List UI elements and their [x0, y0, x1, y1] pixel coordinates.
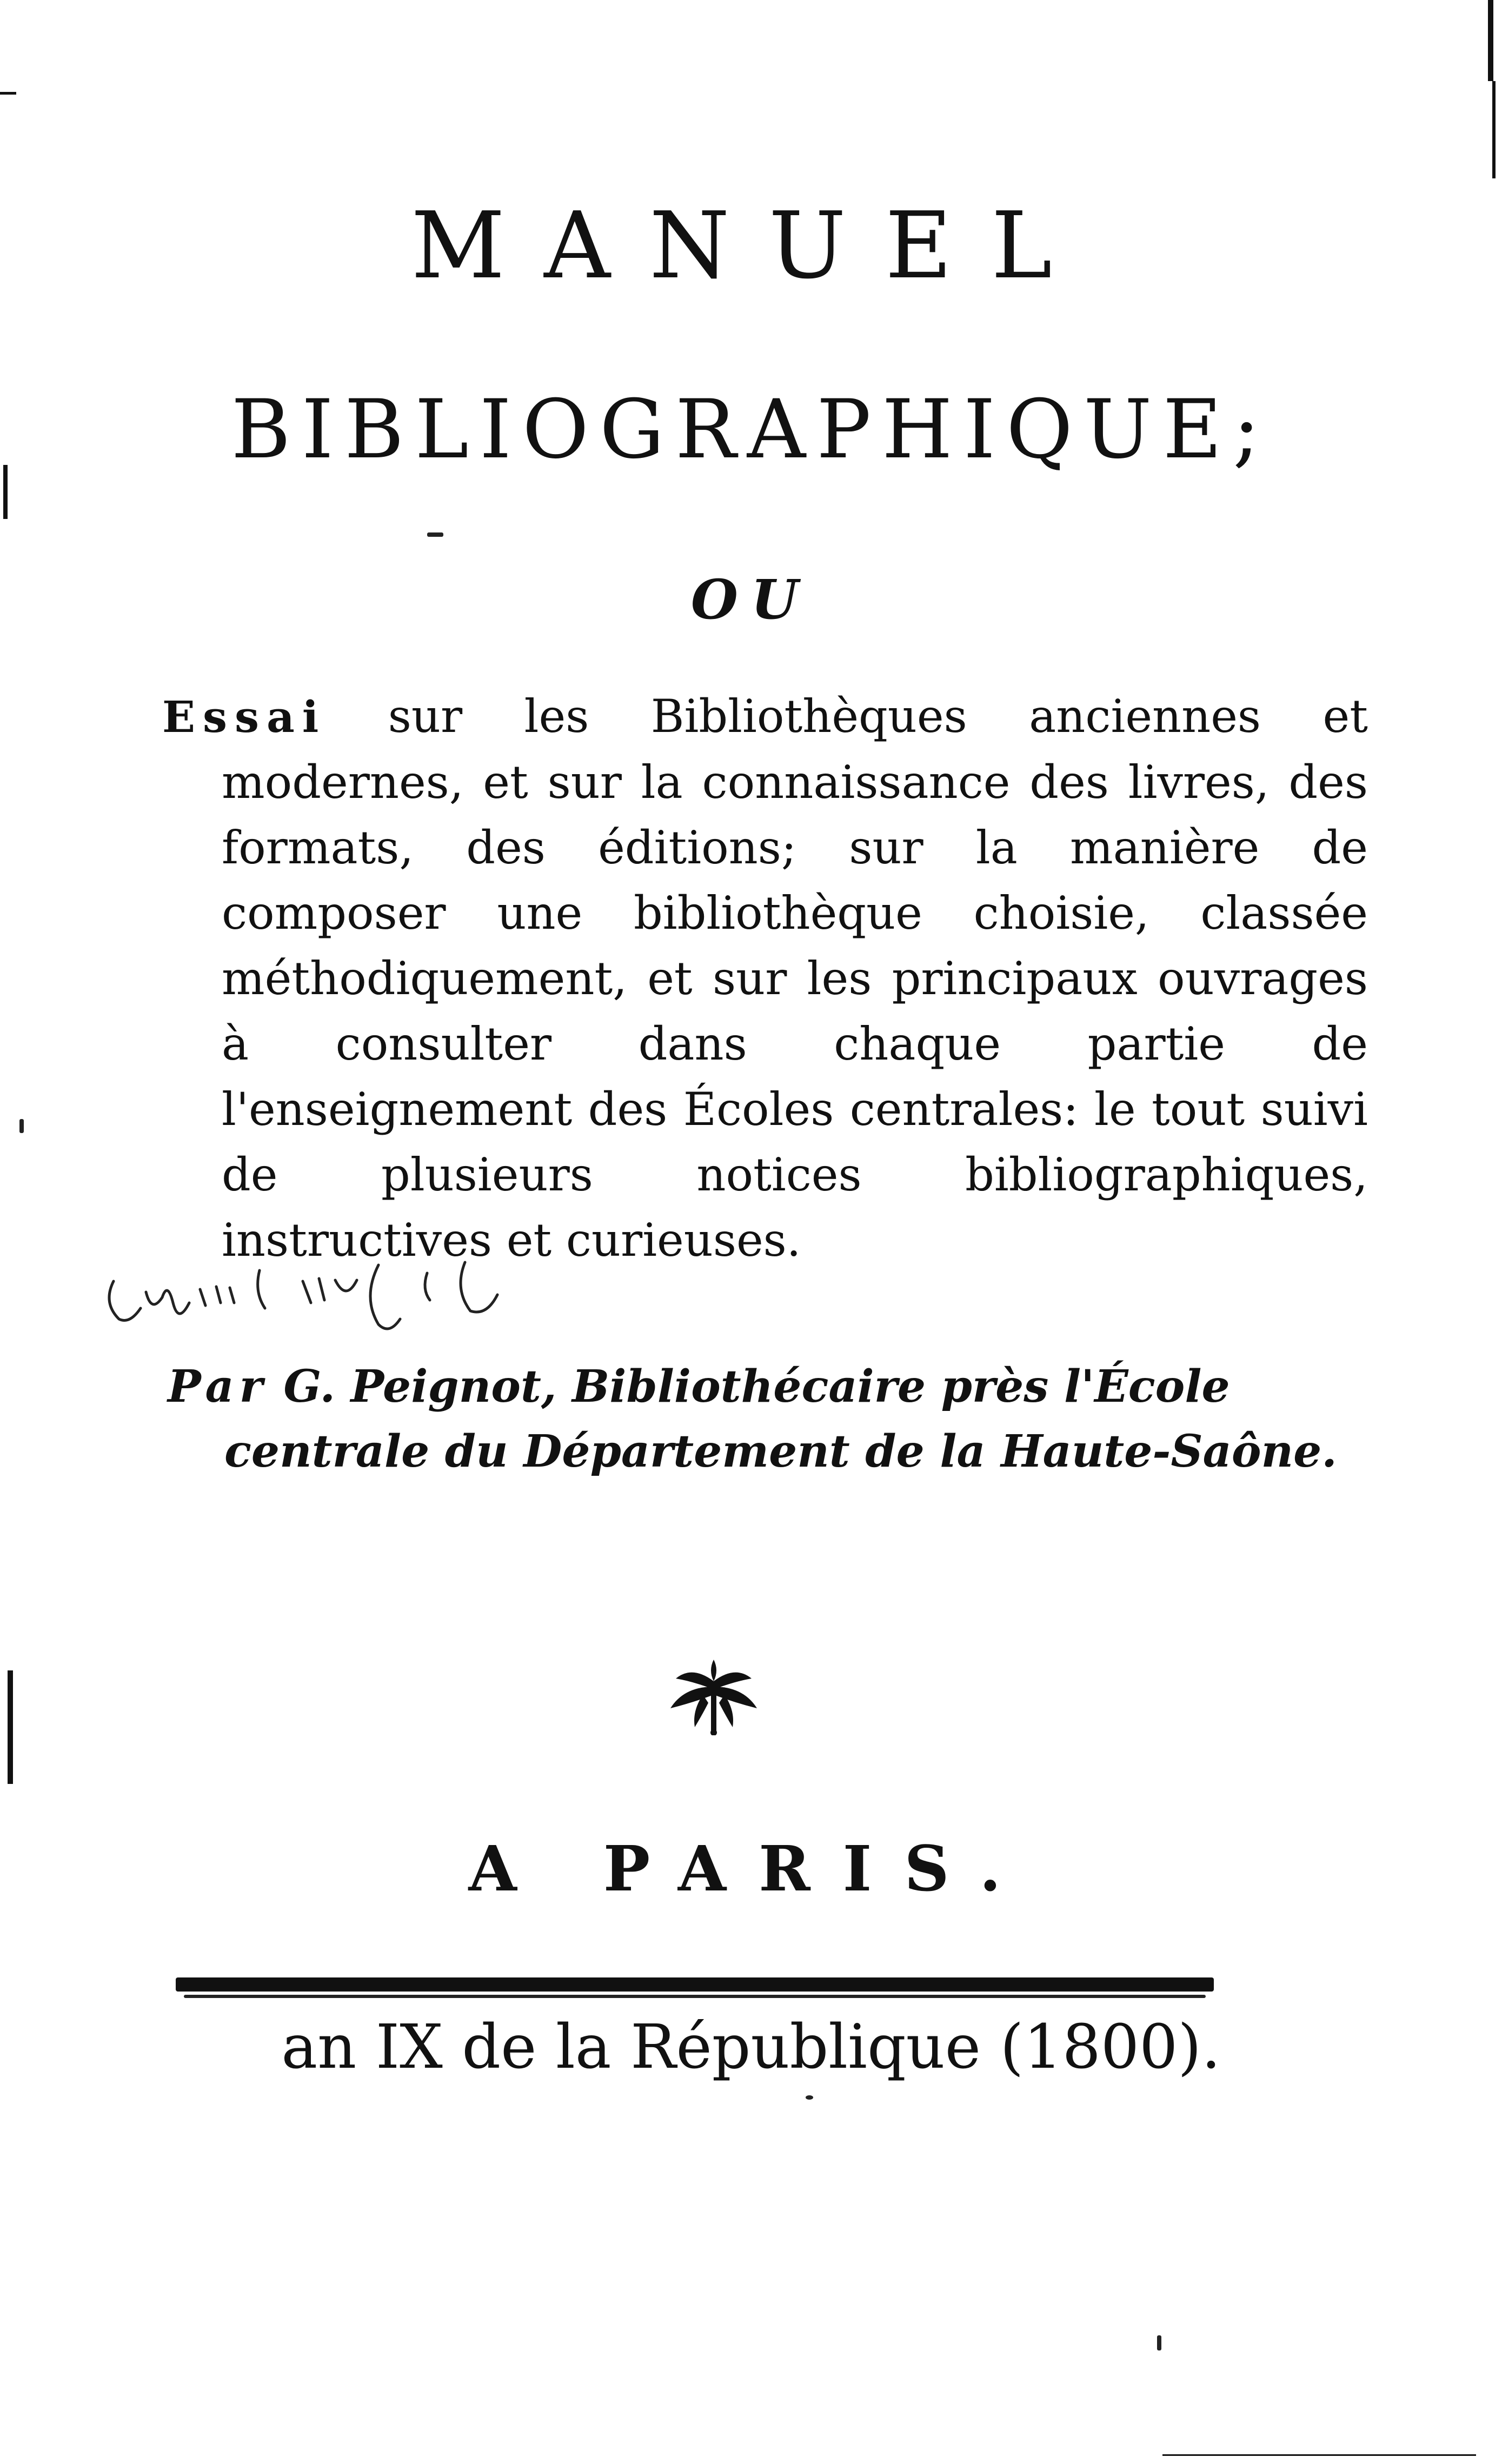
author-statement	[168, 1354, 1365, 1484]
scan-speck	[19, 1119, 24, 1133]
scan-speck	[427, 532, 443, 537]
author-role: Bibliothécaire près l'École centrale du Département de la Haute-Saône.	[224, 1361, 1337, 1477]
scan-edge-mark	[0, 92, 16, 95]
scan-speck	[806, 2095, 813, 2100]
imprint-place: A PARIS.	[468, 1833, 1034, 1906]
scan-edge-mark	[1162, 2454, 1476, 2456]
essay-lead: Essai	[162, 691, 327, 742]
scan-edge-mark	[1492, 81, 1496, 178]
title-line-1: MANUEL	[411, 192, 1091, 299]
essay-body: sur les Bibliothèques anciennes et modernes, et sur la connaissance des livres, des formats, des éditions; sur la manière de composer une bibliothèque choisie, classée méthodiquement, et sur les principaux ouvrages à consulter dans chaque partie de l'enseignement des Écoles centrales: le tout suivi de plusieurs notices bibliographiques, instructives et curieuses.	[222, 690, 1368, 1267]
subtitle-essay	[162, 684, 1368, 1273]
divider-rule	[176, 1977, 1214, 1992]
imprint-date: an IX de la République (1800).	[281, 2012, 1221, 2082]
author-name: G. Peignot,	[283, 1361, 557, 1413]
scan-edge-mark	[8, 1670, 13, 1784]
divider-rule-thin	[184, 1995, 1206, 1998]
connector-ou: OU	[690, 568, 812, 631]
scan-edge-mark	[1488, 0, 1493, 81]
scan-speck	[1157, 2335, 1161, 2350]
fleuron-icon	[665, 1654, 762, 1735]
scan-edge-mark	[3, 465, 8, 519]
author-prefix: Par	[168, 1361, 268, 1413]
title-line-2: BIBLIOGRAPHIQUE;	[231, 383, 1271, 477]
